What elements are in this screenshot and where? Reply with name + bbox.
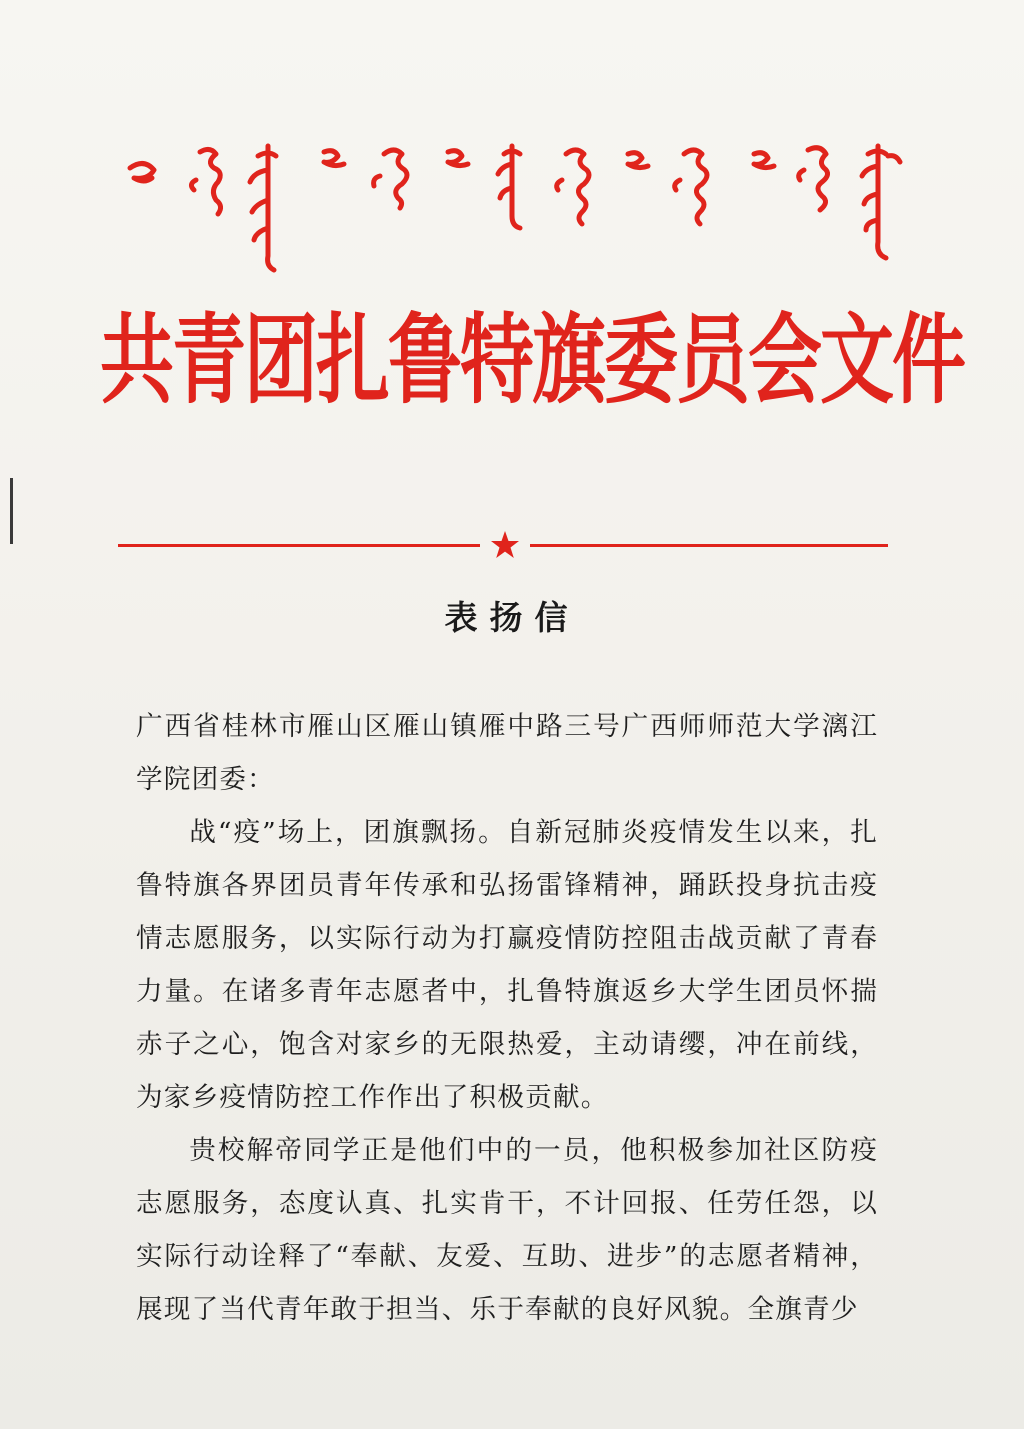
divider-line-right (530, 544, 888, 547)
letter-paragraph: 贵校解帝同学正是他们中的一员，他积极参加社区防疫志愿服务，态度认真、扎实肯干，不计回报、任劳任怨，以实际行动诠释了“奉献、友爱、互助、进步”的志愿者精神，展现了当代青年敢于担当、乐于奉献的良好风貌。全旗青少 (136, 1135, 878, 1325)
mongolian-script-heading (118, 140, 908, 280)
margin-mark (10, 478, 13, 544)
letter-paragraph: 战“疫”场上，团旗飘扬。自新冠肺炎疫情发生以来，扎鲁特旗各界团员青年传承和弘扬雷锋精神，踊跃投身抗击疫情志愿服务，以实际行动为打赢疫情防控阻击战贡献了青春力量。在诸多青年志愿者中，扎鲁特旗返乡大学生团员怀揣赤子之心，饱含对家乡的无限热爱，主动请缨，冲在前线，为家乡疫情防控工作作出了积极贡献。 (136, 817, 878, 1113)
letter-body (136, 700, 878, 1336)
star-icon (490, 530, 520, 560)
letter-title: 表扬信 (444, 598, 580, 637)
document-title: 共青团扎鲁特旗委员会文件 (100, 304, 964, 418)
letter-addressee: 广西省桂林市雁山区雁山镇雁中路三号广西师师范大学漓江学院团委： (136, 711, 878, 795)
divider-line-left (118, 544, 480, 547)
title-divider (118, 534, 888, 558)
